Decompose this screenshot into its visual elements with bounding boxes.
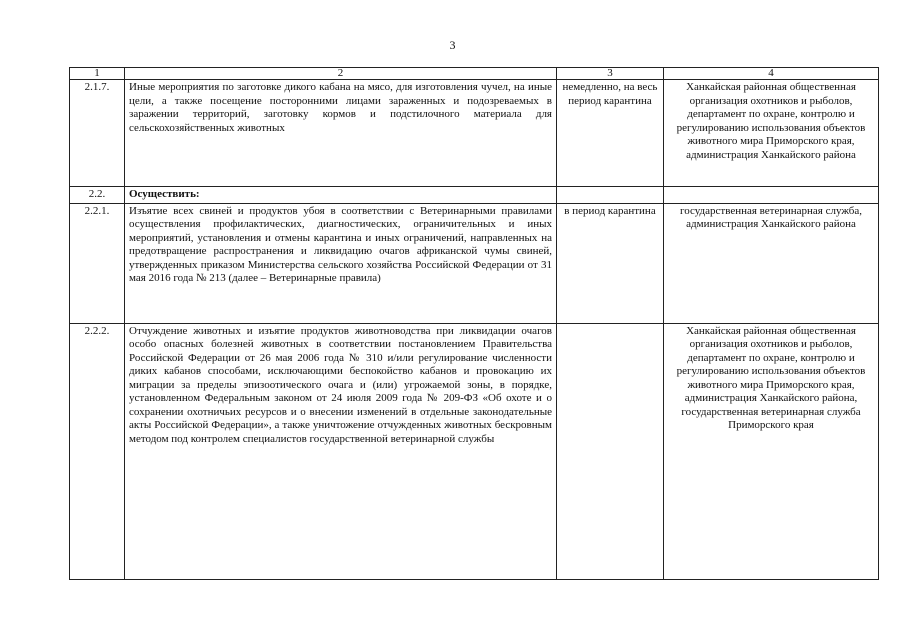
row-responsible: Ханкайская районная общественная организация охотников и рыболов, департамент по охране, контролю и регулированию использования объектов животного мира Приморского края, администрация Ханкайского района, государственная ветеринарная служба Приморского края xyxy=(664,323,879,579)
row-number: 2.1.7. xyxy=(70,80,125,187)
table-row xyxy=(70,187,879,204)
page-number: 3 xyxy=(449,38,456,52)
row-text: Осуществить: xyxy=(125,187,557,204)
measures-table xyxy=(69,67,879,580)
row-responsible: Ханкайская районная общественная организация охотников и рыболов, департамент по охране, контролю и регулированию использования объектов животного мира Приморского края, администрация Ханкайского района xyxy=(664,80,879,187)
header-col-3: 3 xyxy=(557,68,664,80)
row-text: Иные мероприятия по заготовке дикого кабана на мясо, для изготовления чучел, на иные цели, а также посещение посторонними лицами зараженных и подозреваемых в заражении территорий, заготовку кормов и подстилочного материала для сельскохозяйственных животных xyxy=(125,80,557,187)
row-text: Отчуждение животных и изъятие продуктов животноводства при ликвидации очагов особо опасных болезней животных в соответствии постановлением Правительства Российской Федерации от 26 мая 2006 года № 310 и/или регулирование численности диких кабанов способами, исключающими беспокойство кабанов и провокацию их миграции за пределы эпизоотического очага и (или) угрожаемой зоны, в порядке, установленном Федеральным законом от 24 июля 2009 года № 209-ФЗ «Об охоте и о сохранении охотничьих ресурсов и о внесении изменений в отдельные законодательные акты Российской Федерации», а также уничтожение отчужденных животных бескровным методом под контролем специалистов государственной ветеринарной службы xyxy=(125,323,557,579)
table-row xyxy=(70,203,879,323)
row-term: немедленно, на весь период карантина xyxy=(557,80,664,187)
row-text: Изъятие всех свиней и продуктов убоя в соответствии с Ветеринарными правилами осуществления профилактических, диагностических, ограничительных и иных мероприятий, установления и отмены карантина и иных ограничений, направленных на предотвращение распространения и ликвидацию очагов африканской чумы свиней, утвержденных приказом Министерства сельского хозяйства Российской Федерации от 31 мая 2016 года № 213 (далее – Ветеринарные правила) xyxy=(125,203,557,323)
table-row xyxy=(70,80,879,187)
row-responsible xyxy=(664,187,879,204)
row-term xyxy=(557,323,664,579)
table-header-row xyxy=(70,68,879,80)
row-term xyxy=(557,187,664,204)
table-row xyxy=(70,323,879,579)
header-col-4: 4 xyxy=(664,68,879,80)
row-term: в период карантина xyxy=(557,203,664,323)
row-number: 2.2. xyxy=(70,187,125,204)
row-responsible: государственная ветеринарная служба, администрация Ханкайского района xyxy=(664,203,879,323)
row-number: 2.2.2. xyxy=(70,323,125,579)
header-col-1: 1 xyxy=(70,68,125,80)
header-col-2: 2 xyxy=(125,68,557,80)
row-number: 2.2.1. xyxy=(70,203,125,323)
